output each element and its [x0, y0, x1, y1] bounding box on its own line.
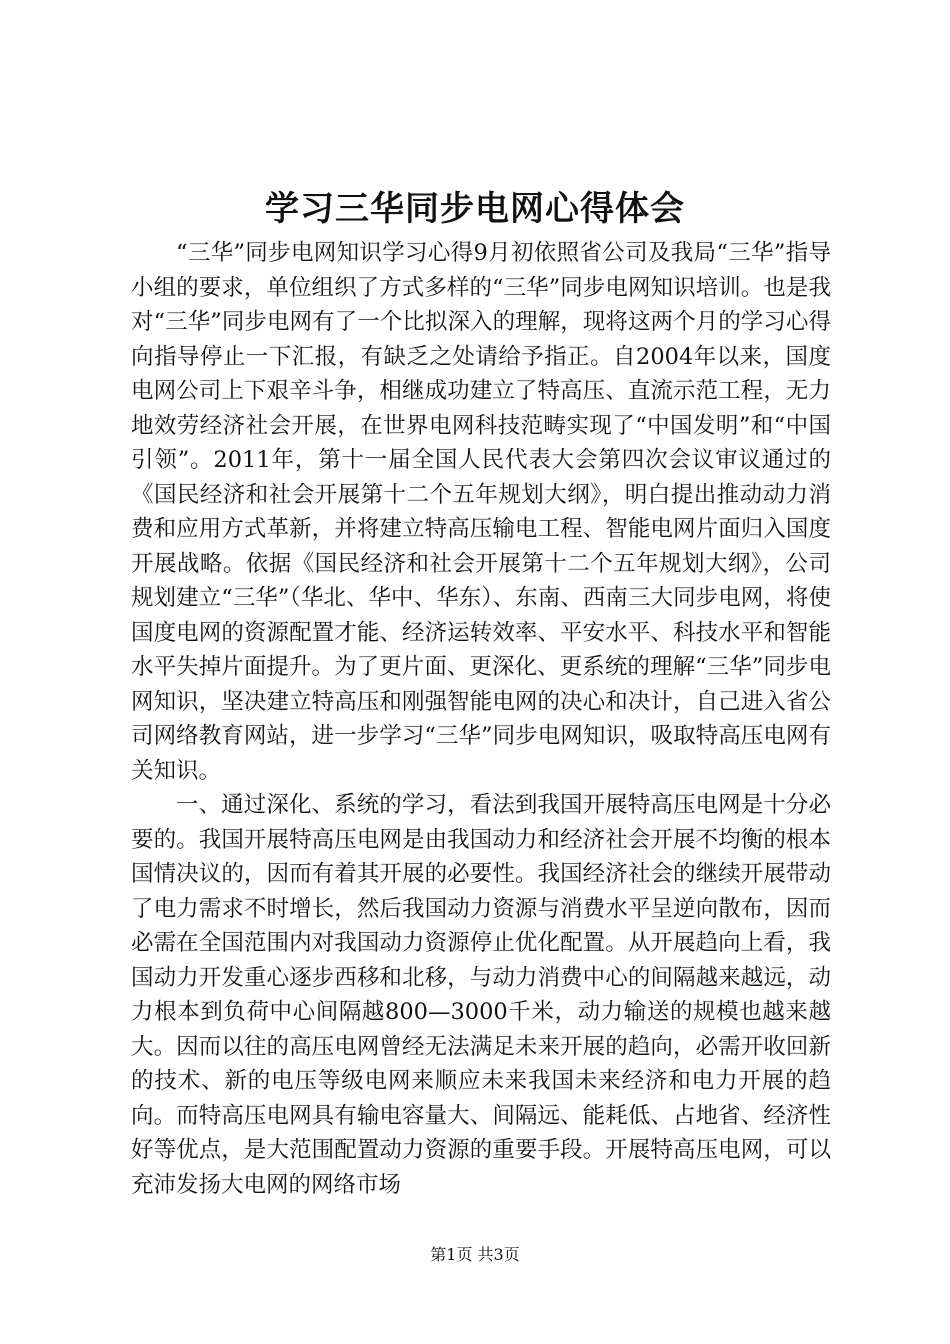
page-number-footer: 第1页 共3页: [430, 1245, 520, 1264]
page-title: 学习三华同步电网心得体会: [265, 189, 685, 229]
paragraph-intro: “三华”同步电网知识学习心得9月初依照省公司及我局“三华”指导小组的要求，单位组织了方式多样的“三华”同步电网知识培训。也是我对“三华”同步电网有了一个比拟深入的理解，现将这两个月的学习心得向指导停止一下汇报，有缺乏之处请给予指正。自2004年以来，国度电网公司上下艰辛斗争，相继成功建立了特高压、直流示范工程，无力地效劳经济社会开展，在世界电网科技范畴实现了“中国发明”和“中国引领”。2011年，第十一届全国人民代表大会第四次会议审议通过的《国民经济和社会开展第十二个五年规划大纲》，明白提出推动动力消费和应用方式革新，并将建立特高压输电工程、智能电网片面归入国度开展战略。依据《国民经济和社会开展第十二个五年规划大纲》，公司规划建立“三华”（华北、华中、华东）、东南、西南三大同步电网，将使国度电网的资源配置才能、经济运转效率、平安水平、科技水平和智能水平失掉片面提升。为了更片面、更深化、更系统的理解“三华”同步电网知识，坚决建立特高压和刚强智能电网的决心和决计，自己进入省公司网络教育网站，进一步学习“三华”同步电网知识，吸取特高压电网有关知识。: [131, 240, 831, 784]
paragraph-section-1: 一、通过深化、系统的学习，看法到我国开展特高压电网是十分必要的。我国开展特高压电网是由我国动力和经济社会开展不均衡的根本国情决议的，因而有着其开展的必要性。我国经济社会的继续开展带动了电力需求不时增长，然后我国动力资源与消费水平呈逆向散布，因而必需在全国范围内对我国动力资源停止优化配置。从开展趋向上看，我国动力开发重心逐步西移和北移，与动力消费中心的间隔越来越远，动力根本到负荷中心间隔越800—3000千米，动力输送的规模也越来越大。因而以往的高压电网曾经无法满足未来开展的趋向，必需开收回新的技术、新的电压等级电网来顺应未来我国未来经济和电力开展的趋向。而特高压电网具有输电容量大、间隔远、能耗低、占地省、经济性好等优点，是大范围配置动力资源的重要手段。开展特高压电网，可以充沛发扬大电网的网络市场: [131, 792, 831, 1198]
document-body: [131, 236, 831, 1202]
